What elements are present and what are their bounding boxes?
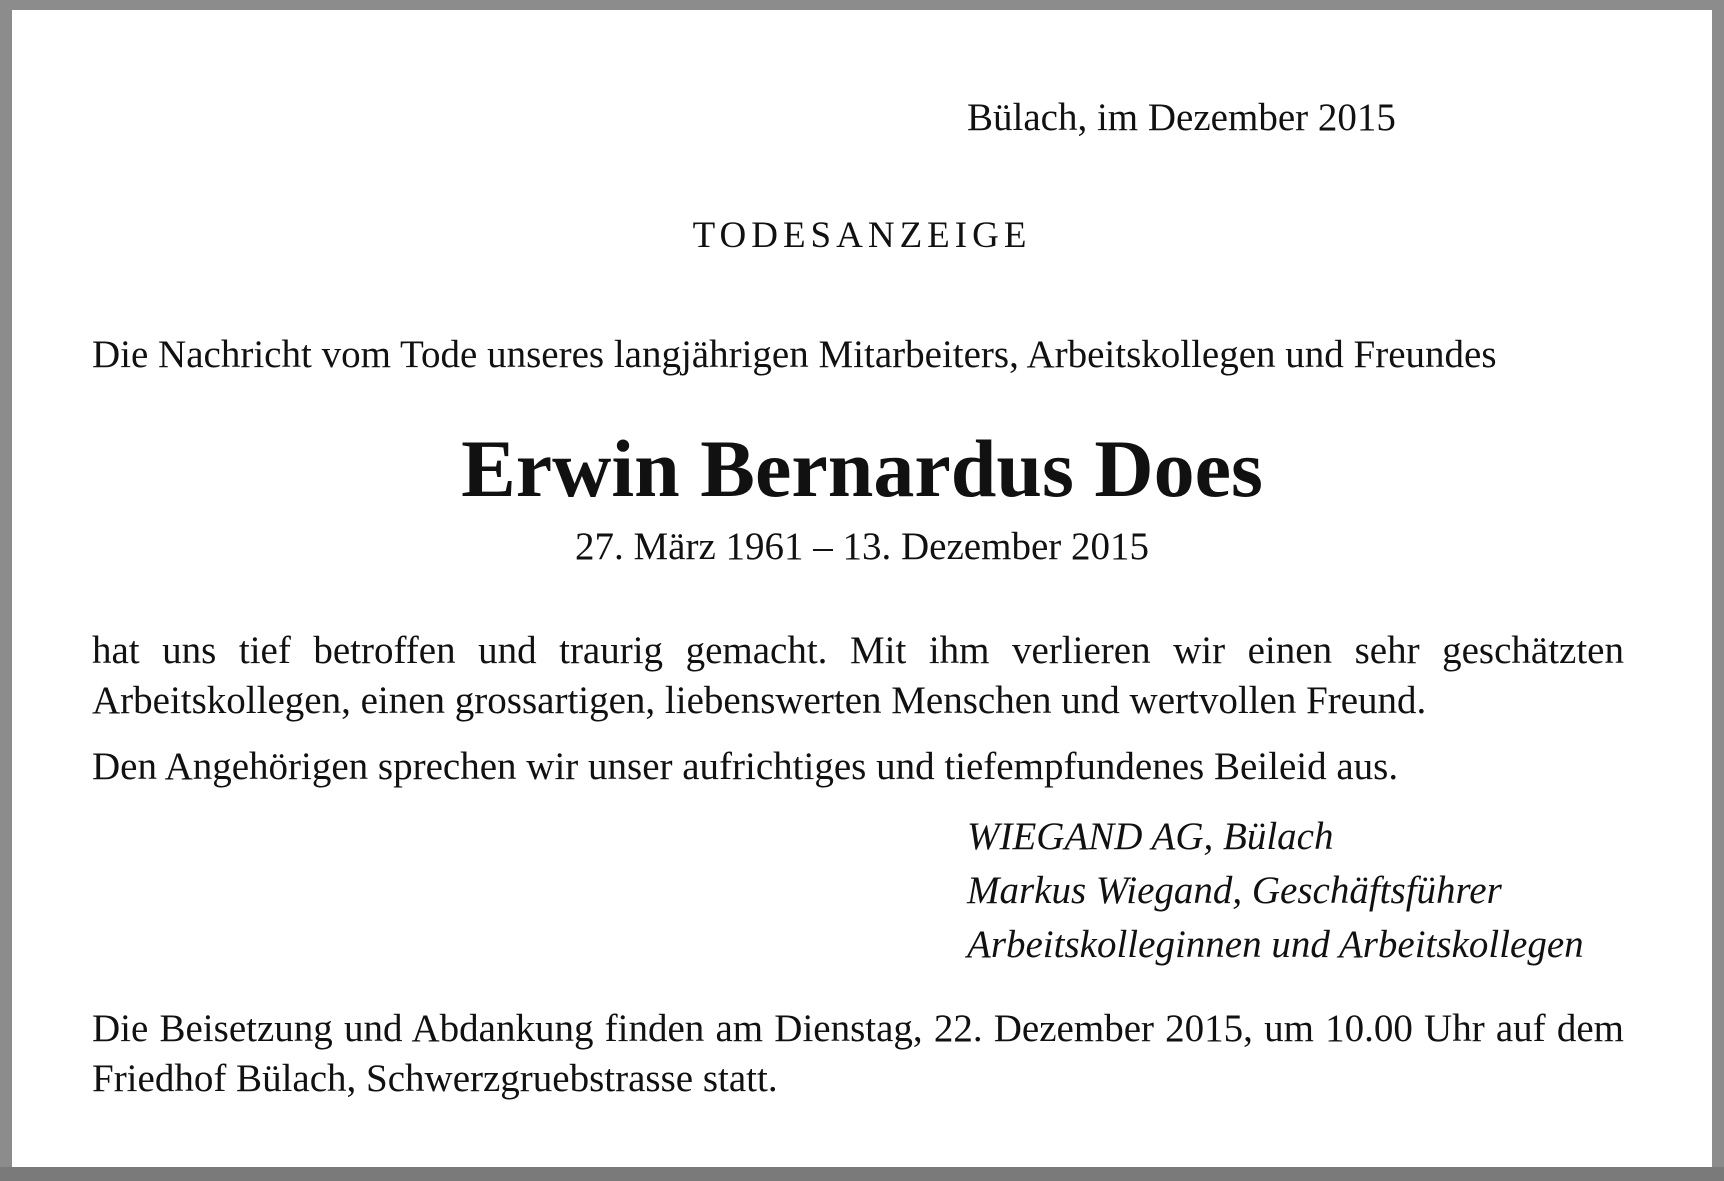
signature-colleagues: Arbeitskolleginnen und Arbeitskollegen xyxy=(967,923,1584,966)
condolence-paragraph: hat uns tief betroffen und traurig gemacht. Mit ihm verlieren wir einen sehr geschätzten Arbeitskollegen, einen grossartigen, liebenswerten Menschen und wertvollen Freund. xyxy=(92,629,1624,722)
sympathy-paragraph: Den Angehörigen sprechen wir unser aufrichtiges und tiefempfundenes Beileid aus. xyxy=(92,745,1399,788)
funeral-details-paragraph: Die Beisetzung und Abdankung finden am Dienstag, 22. Dezember 2015, um 10.00 Uhr auf dem Friedhof Bülach, Schwerzgruebstrasse statt. xyxy=(92,1007,1624,1100)
signature-director: Markus Wiegand, Geschäftsführer xyxy=(967,869,1502,912)
page-bottom-border xyxy=(0,1167,1724,1181)
notice-heading: TODESANZEIGE xyxy=(692,215,1032,256)
signature-company: WIEGAND AG, Bülach xyxy=(967,815,1334,858)
place-date: Bülach, im Dezember 2015 xyxy=(967,96,1396,139)
deceased-name: Erwin Bernardus Does xyxy=(461,423,1263,514)
intro-text: Die Nachricht vom Tode unseres langjährigen Mitarbeiters, Arbeitskollegen und Freundes xyxy=(92,333,1497,376)
notice-page xyxy=(12,10,1712,1167)
life-dates: 27. März 1961 – 13. Dezember 2015 xyxy=(574,525,1149,568)
